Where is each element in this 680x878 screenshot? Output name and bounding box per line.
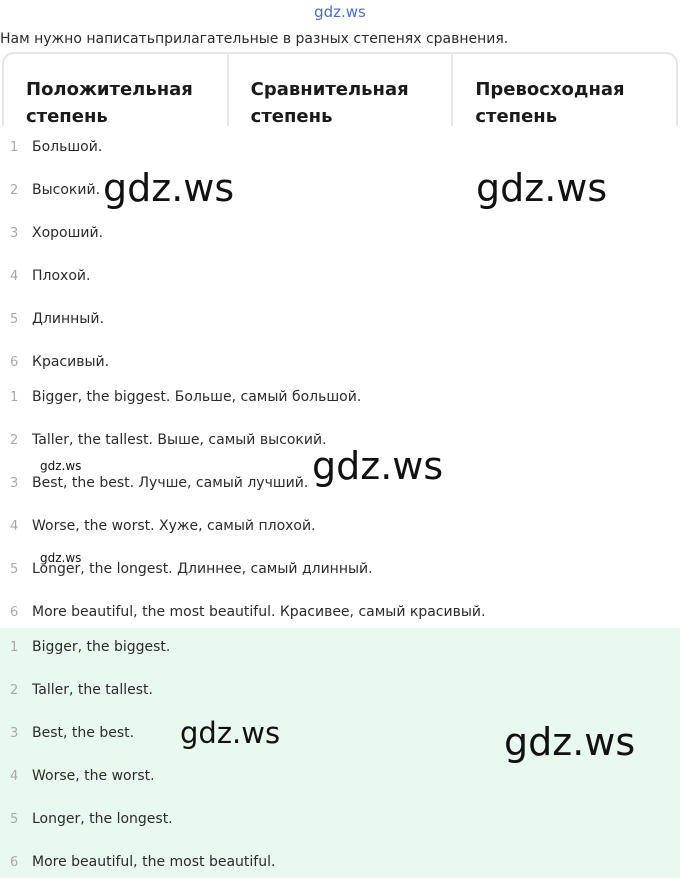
watermark: gdz.ws [40, 459, 82, 473]
list-item [0, 679, 680, 701]
item-number: 6 [10, 854, 19, 870]
item-text: Best, the best. [32, 725, 135, 741]
item-text: Высокий. [32, 182, 101, 198]
item-number: 5 [10, 561, 19, 577]
list-item [0, 851, 680, 873]
item-number: 5 [10, 811, 19, 827]
column-superlative-line1: Превосходная [475, 79, 625, 100]
item-number: 2 [10, 182, 19, 198]
item-text: Большой. [32, 139, 103, 155]
task-intro: Нам нужно написатьприлагательные в разных степенях сравнения. [0, 31, 509, 47]
list-item [0, 765, 680, 787]
list-item [0, 351, 680, 373]
column-superlative [453, 54, 676, 126]
list-item [0, 636, 680, 658]
item-text: Bigger, the biggest. [32, 639, 171, 655]
item-number: 1 [10, 389, 19, 405]
item-number: 4 [10, 268, 19, 284]
column-superlative-line2: степень [475, 106, 558, 126]
item-text: Taller, the tallest. [32, 682, 153, 698]
list-item [0, 136, 680, 158]
site-header-link[interactable]: gdz.ws [314, 3, 366, 21]
list-item [0, 515, 680, 537]
watermark: gdz.ws [476, 166, 608, 210]
item-text: Хороший. [32, 225, 104, 241]
item-text: Длинный. [32, 311, 104, 327]
list-item [0, 308, 680, 330]
column-positive-line2: степень [26, 106, 108, 126]
item-text: Taller, the tallest. Выше, самый высокий. [32, 432, 327, 448]
column-comparative [229, 54, 454, 126]
item-text: Плохой. [32, 268, 91, 284]
column-comparative-line1: Сравнительная [250, 79, 409, 100]
item-number: 3 [10, 725, 19, 741]
watermark: gdz.ws [103, 166, 235, 210]
list-item [0, 601, 680, 623]
item-number: 3 [10, 225, 19, 241]
watermark: gdz.ws [40, 551, 82, 565]
item-text: Longer, the longest. [32, 811, 173, 827]
item-number: 2 [10, 682, 19, 698]
watermark: gdz.ws [504, 720, 636, 764]
item-number: 6 [10, 604, 19, 620]
item-number: 4 [10, 768, 19, 784]
item-number: 6 [10, 354, 19, 370]
item-text: More beautiful, the most beautiful. [32, 854, 276, 870]
item-number: 3 [10, 475, 19, 491]
watermark: gdz.ws [180, 716, 281, 750]
item-number: 4 [10, 518, 19, 534]
item-text: Worse, the worst. Хуже, самый плохой. [32, 518, 316, 534]
list-item [0, 386, 680, 408]
item-text: Bigger, the biggest. Больше, самый большой. [32, 389, 362, 405]
item-text: Best, the best. Лучше, самый лучший. [32, 475, 309, 491]
item-number: 2 [10, 432, 19, 448]
item-number: 1 [10, 639, 19, 655]
watermark: gdz.ws [312, 444, 444, 488]
list-item [0, 558, 680, 580]
item-text: More beautiful, the most beautiful. Красивее, самый красивый. [32, 604, 486, 620]
item-text: Красивый. [32, 354, 110, 370]
item-number: 1 [10, 139, 19, 155]
column-positive-line1: Положительная [26, 79, 193, 100]
item-text: Worse, the worst. [32, 768, 155, 784]
comparison-table-header [2, 52, 678, 126]
list-item [0, 222, 680, 244]
list-item [0, 808, 680, 830]
item-text: Longer, the longest. Длиннее, самый длинный. [32, 561, 373, 577]
item-number: 5 [10, 311, 19, 327]
list-item [0, 265, 680, 287]
column-comparative-line2: степень [250, 106, 333, 126]
column-positive [4, 54, 229, 126]
